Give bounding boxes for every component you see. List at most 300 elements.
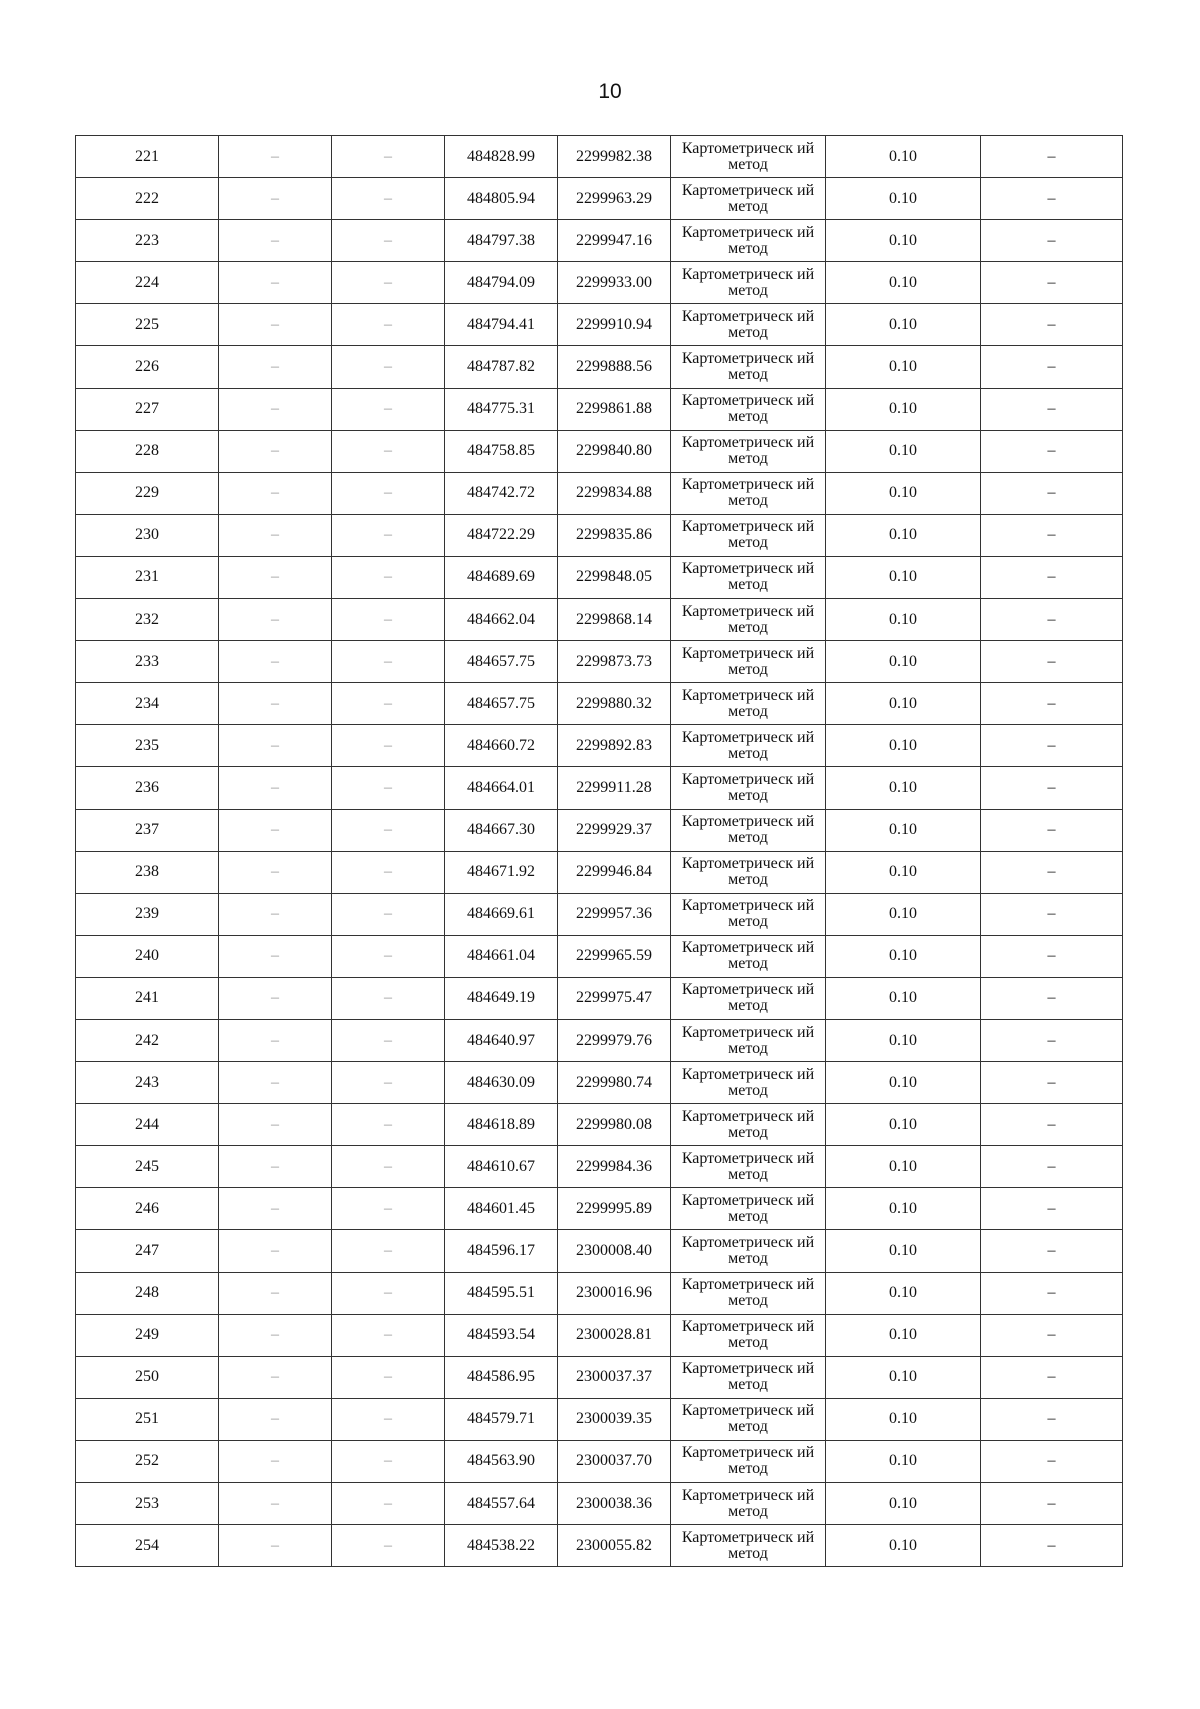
method-cell: Картометрическ ий метод	[671, 1314, 826, 1356]
empty-value-cell: –	[219, 1146, 332, 1188]
method-cell: Картометрическ ий метод	[671, 136, 826, 178]
empty-value-cell: –	[219, 1188, 332, 1230]
table-row	[76, 388, 1123, 430]
x-coordinate-cell: 484662.04	[445, 599, 558, 641]
y-coordinate-cell: 2299957.36	[558, 893, 671, 935]
empty-value-cell: –	[332, 809, 445, 851]
table-row	[76, 977, 1123, 1019]
table-row	[76, 893, 1123, 935]
accuracy-cell: 0.10	[826, 1272, 981, 1314]
y-coordinate-cell: 2299982.38	[558, 136, 671, 178]
method-cell: Картометрическ ий метод	[671, 641, 826, 683]
y-coordinate-cell: 2299861.88	[558, 388, 671, 430]
empty-value-cell: –	[981, 220, 1123, 262]
empty-value-cell: –	[219, 346, 332, 388]
accuracy-cell: 0.10	[826, 809, 981, 851]
empty-value-cell: –	[981, 346, 1123, 388]
y-coordinate-cell: 2299835.86	[558, 514, 671, 556]
empty-value-cell: –	[981, 767, 1123, 809]
y-coordinate-cell: 2299946.84	[558, 851, 671, 893]
empty-value-cell: –	[981, 136, 1123, 178]
accuracy-cell: 0.10	[826, 1062, 981, 1104]
empty-value-cell: –	[332, 1314, 445, 1356]
table-row	[76, 725, 1123, 767]
empty-value-cell: –	[981, 1230, 1123, 1272]
method-cell: Картометрическ ий метод	[671, 1398, 826, 1440]
y-coordinate-cell: 2299848.05	[558, 556, 671, 598]
x-coordinate-cell: 484794.41	[445, 304, 558, 346]
y-coordinate-cell: 2300039.35	[558, 1398, 671, 1440]
empty-value-cell: –	[332, 1356, 445, 1398]
empty-value-cell: –	[219, 977, 332, 1019]
method-cell: Картометрическ ий метод	[671, 1019, 826, 1061]
method-cell: Картометрическ ий метод	[671, 1525, 826, 1567]
y-coordinate-cell: 2300008.40	[558, 1230, 671, 1272]
empty-value-cell: –	[332, 641, 445, 683]
empty-value-cell: –	[981, 178, 1123, 220]
empty-value-cell: –	[981, 641, 1123, 683]
point-number-cell: 249	[76, 1314, 219, 1356]
point-number-cell: 253	[76, 1483, 219, 1525]
empty-value-cell: –	[219, 641, 332, 683]
x-coordinate-cell: 484664.01	[445, 767, 558, 809]
y-coordinate-cell: 2299980.08	[558, 1104, 671, 1146]
empty-value-cell: –	[981, 809, 1123, 851]
point-number-cell: 231	[76, 556, 219, 598]
x-coordinate-cell: 484649.19	[445, 977, 558, 1019]
empty-value-cell: –	[332, 1019, 445, 1061]
empty-value-cell: –	[981, 1398, 1123, 1440]
point-number-cell: 237	[76, 809, 219, 851]
y-coordinate-cell: 2300038.36	[558, 1483, 671, 1525]
empty-value-cell: –	[219, 683, 332, 725]
table-row	[76, 1062, 1123, 1104]
x-coordinate-cell: 484601.45	[445, 1188, 558, 1230]
empty-value-cell: –	[219, 430, 332, 472]
x-coordinate-cell: 484618.89	[445, 1104, 558, 1146]
accuracy-cell: 0.10	[826, 1356, 981, 1398]
empty-value-cell: –	[981, 1104, 1123, 1146]
y-coordinate-cell: 2300037.70	[558, 1440, 671, 1482]
x-coordinate-cell: 484797.38	[445, 220, 558, 262]
accuracy-cell: 0.10	[826, 767, 981, 809]
empty-value-cell: –	[332, 346, 445, 388]
point-number-cell: 229	[76, 472, 219, 514]
empty-value-cell: –	[981, 388, 1123, 430]
accuracy-cell: 0.10	[826, 1019, 981, 1061]
point-number-cell: 230	[76, 514, 219, 556]
accuracy-cell: 0.10	[826, 430, 981, 472]
accuracy-cell: 0.10	[826, 725, 981, 767]
method-cell: Картометрическ ий метод	[671, 1272, 826, 1314]
accuracy-cell: 0.10	[826, 1440, 981, 1482]
table-row	[76, 1188, 1123, 1230]
method-cell: Картометрическ ий метод	[671, 977, 826, 1019]
empty-value-cell: –	[219, 1230, 332, 1272]
point-number-cell: 250	[76, 1356, 219, 1398]
x-coordinate-cell: 484805.94	[445, 178, 558, 220]
method-cell: Картометрическ ий метод	[671, 1062, 826, 1104]
table-row	[76, 1019, 1123, 1061]
point-number-cell: 235	[76, 725, 219, 767]
empty-value-cell: –	[219, 388, 332, 430]
method-cell: Картометрическ ий метод	[671, 178, 826, 220]
empty-value-cell: –	[981, 556, 1123, 598]
empty-value-cell: –	[219, 1398, 332, 1440]
table-row	[76, 851, 1123, 893]
x-coordinate-cell: 484640.97	[445, 1019, 558, 1061]
y-coordinate-cell: 2299873.73	[558, 641, 671, 683]
y-coordinate-cell: 2299933.00	[558, 262, 671, 304]
method-cell: Картометрическ ий метод	[671, 599, 826, 641]
empty-value-cell: –	[981, 1440, 1123, 1482]
empty-value-cell: –	[981, 725, 1123, 767]
empty-value-cell: –	[219, 1525, 332, 1567]
method-cell: Картометрическ ий метод	[671, 851, 826, 893]
empty-value-cell: –	[332, 1272, 445, 1314]
point-number-cell: 254	[76, 1525, 219, 1567]
point-number-cell: 245	[76, 1146, 219, 1188]
empty-value-cell: –	[219, 1019, 332, 1061]
x-coordinate-cell: 484787.82	[445, 346, 558, 388]
y-coordinate-cell: 2299888.56	[558, 346, 671, 388]
empty-value-cell: –	[219, 472, 332, 514]
point-number-cell: 223	[76, 220, 219, 262]
accuracy-cell: 0.10	[826, 346, 981, 388]
x-coordinate-cell: 484722.29	[445, 514, 558, 556]
empty-value-cell: –	[332, 388, 445, 430]
accuracy-cell: 0.10	[826, 220, 981, 262]
empty-value-cell: –	[219, 220, 332, 262]
method-cell: Картометрическ ий метод	[671, 472, 826, 514]
method-cell: Картометрическ ий метод	[671, 262, 826, 304]
accuracy-cell: 0.10	[826, 977, 981, 1019]
method-cell: Картометрическ ий метод	[671, 430, 826, 472]
point-number-cell: 239	[76, 893, 219, 935]
y-coordinate-cell: 2299880.32	[558, 683, 671, 725]
x-coordinate-cell: 484775.31	[445, 388, 558, 430]
point-number-cell: 227	[76, 388, 219, 430]
method-cell: Картометрическ ий метод	[671, 935, 826, 977]
method-cell: Картометрическ ий метод	[671, 809, 826, 851]
point-number-cell: 221	[76, 136, 219, 178]
empty-value-cell: –	[332, 725, 445, 767]
accuracy-cell: 0.10	[826, 1483, 981, 1525]
accuracy-cell: 0.10	[826, 178, 981, 220]
method-cell: Картометрическ ий метод	[671, 388, 826, 430]
empty-value-cell: –	[332, 935, 445, 977]
x-coordinate-cell: 484563.90	[445, 1440, 558, 1482]
x-coordinate-cell: 484657.75	[445, 683, 558, 725]
empty-value-cell: –	[219, 1314, 332, 1356]
point-number-cell: 222	[76, 178, 219, 220]
method-cell: Картометрическ ий метод	[671, 1483, 826, 1525]
y-coordinate-cell: 2299984.36	[558, 1146, 671, 1188]
empty-value-cell: –	[981, 514, 1123, 556]
empty-value-cell: –	[219, 1483, 332, 1525]
table-row	[76, 641, 1123, 683]
empty-value-cell: –	[219, 599, 332, 641]
empty-value-cell: –	[219, 1440, 332, 1482]
x-coordinate-cell: 484630.09	[445, 1062, 558, 1104]
y-coordinate-cell: 2299910.94	[558, 304, 671, 346]
empty-value-cell: –	[332, 599, 445, 641]
empty-value-cell: –	[981, 472, 1123, 514]
empty-value-cell: –	[332, 262, 445, 304]
accuracy-cell: 0.10	[826, 683, 981, 725]
empty-value-cell: –	[981, 935, 1123, 977]
y-coordinate-cell: 2299868.14	[558, 599, 671, 641]
table-row	[76, 346, 1123, 388]
method-cell: Картометрическ ий метод	[671, 1188, 826, 1230]
empty-value-cell: –	[981, 599, 1123, 641]
accuracy-cell: 0.10	[826, 262, 981, 304]
page-number: 10	[598, 80, 622, 103]
table-row	[76, 1398, 1123, 1440]
empty-value-cell: –	[332, 136, 445, 178]
method-cell: Картометрическ ий метод	[671, 514, 826, 556]
x-coordinate-cell: 484689.69	[445, 556, 558, 598]
accuracy-cell: 0.10	[826, 388, 981, 430]
table-row	[76, 220, 1123, 262]
table-row	[76, 136, 1123, 178]
x-coordinate-cell: 484667.30	[445, 809, 558, 851]
accuracy-cell: 0.10	[826, 1230, 981, 1272]
empty-value-cell: –	[219, 178, 332, 220]
method-cell: Картометрическ ий метод	[671, 683, 826, 725]
accuracy-cell: 0.10	[826, 1398, 981, 1440]
x-coordinate-cell: 484586.95	[445, 1356, 558, 1398]
y-coordinate-cell: 2300055.82	[558, 1525, 671, 1567]
table-row	[76, 683, 1123, 725]
y-coordinate-cell: 2299929.37	[558, 809, 671, 851]
method-cell: Картометрическ ий метод	[671, 220, 826, 262]
point-number-cell: 225	[76, 304, 219, 346]
empty-value-cell: –	[219, 514, 332, 556]
method-cell: Картометрическ ий метод	[671, 556, 826, 598]
empty-value-cell: –	[332, 220, 445, 262]
empty-value-cell: –	[219, 1062, 332, 1104]
empty-value-cell: –	[981, 1483, 1123, 1525]
point-number-cell: 232	[76, 599, 219, 641]
empty-value-cell: –	[332, 1398, 445, 1440]
y-coordinate-cell: 2299911.28	[558, 767, 671, 809]
method-cell: Картометрическ ий метод	[671, 304, 826, 346]
table-row	[76, 556, 1123, 598]
empty-value-cell: –	[981, 893, 1123, 935]
method-cell: Картометрическ ий метод	[671, 1356, 826, 1398]
empty-value-cell: –	[219, 136, 332, 178]
point-number-cell: 240	[76, 935, 219, 977]
method-cell: Картометрическ ий метод	[671, 767, 826, 809]
y-coordinate-cell: 2299834.88	[558, 472, 671, 514]
empty-value-cell: –	[981, 1062, 1123, 1104]
x-coordinate-cell: 484669.61	[445, 893, 558, 935]
empty-value-cell: –	[981, 977, 1123, 1019]
empty-value-cell: –	[981, 851, 1123, 893]
method-cell: Картометрическ ий метод	[671, 1146, 826, 1188]
empty-value-cell: –	[332, 767, 445, 809]
empty-value-cell: –	[332, 1146, 445, 1188]
y-coordinate-cell: 2299980.74	[558, 1062, 671, 1104]
x-coordinate-cell: 484538.22	[445, 1525, 558, 1567]
x-coordinate-cell: 484742.72	[445, 472, 558, 514]
x-coordinate-cell: 484595.51	[445, 1272, 558, 1314]
x-coordinate-cell: 484596.17	[445, 1230, 558, 1272]
empty-value-cell: –	[332, 851, 445, 893]
accuracy-cell: 0.10	[826, 935, 981, 977]
accuracy-cell: 0.10	[826, 1146, 981, 1188]
point-number-cell: 248	[76, 1272, 219, 1314]
accuracy-cell: 0.10	[826, 304, 981, 346]
method-cell: Картометрическ ий метод	[671, 1230, 826, 1272]
point-number-cell: 234	[76, 683, 219, 725]
table-body	[76, 136, 1123, 1567]
empty-value-cell: –	[332, 304, 445, 346]
x-coordinate-cell: 484610.67	[445, 1146, 558, 1188]
x-coordinate-cell: 484657.75	[445, 641, 558, 683]
accuracy-cell: 0.10	[826, 1525, 981, 1567]
empty-value-cell: –	[981, 683, 1123, 725]
table-row	[76, 1483, 1123, 1525]
empty-value-cell: –	[219, 556, 332, 598]
method-cell: Картометрическ ий метод	[671, 893, 826, 935]
point-number-cell: 246	[76, 1188, 219, 1230]
point-number-cell: 238	[76, 851, 219, 893]
table-row	[76, 767, 1123, 809]
empty-value-cell: –	[332, 1483, 445, 1525]
x-coordinate-cell: 484758.85	[445, 430, 558, 472]
empty-value-cell: –	[981, 1272, 1123, 1314]
empty-value-cell: –	[332, 977, 445, 1019]
accuracy-cell: 0.10	[826, 599, 981, 641]
x-coordinate-cell: 484557.64	[445, 1483, 558, 1525]
empty-value-cell: –	[332, 1230, 445, 1272]
table-row	[76, 178, 1123, 220]
x-coordinate-cell: 484661.04	[445, 935, 558, 977]
empty-value-cell: –	[219, 767, 332, 809]
table-row	[76, 1356, 1123, 1398]
table-row	[76, 1104, 1123, 1146]
table-row	[76, 1230, 1123, 1272]
empty-value-cell: –	[219, 851, 332, 893]
method-cell: Картометрическ ий метод	[671, 1104, 826, 1146]
empty-value-cell: –	[332, 1440, 445, 1482]
x-coordinate-cell: 484579.71	[445, 1398, 558, 1440]
accuracy-cell: 0.10	[826, 1104, 981, 1146]
accuracy-cell: 0.10	[826, 851, 981, 893]
empty-value-cell: –	[332, 472, 445, 514]
empty-value-cell: –	[219, 1356, 332, 1398]
empty-value-cell: –	[219, 1104, 332, 1146]
point-number-cell: 247	[76, 1230, 219, 1272]
y-coordinate-cell: 2299979.76	[558, 1019, 671, 1061]
y-coordinate-cell: 2299963.29	[558, 178, 671, 220]
method-cell: Картометрическ ий метод	[671, 1440, 826, 1482]
empty-value-cell: –	[332, 893, 445, 935]
empty-value-cell: –	[981, 1314, 1123, 1356]
x-coordinate-cell: 484593.54	[445, 1314, 558, 1356]
empty-value-cell: –	[219, 893, 332, 935]
empty-value-cell: –	[981, 1019, 1123, 1061]
accuracy-cell: 0.10	[826, 136, 981, 178]
empty-value-cell: –	[332, 178, 445, 220]
x-coordinate-cell: 484828.99	[445, 136, 558, 178]
point-number-cell: 226	[76, 346, 219, 388]
y-coordinate-cell: 2299975.47	[558, 977, 671, 1019]
table-row	[76, 1440, 1123, 1482]
empty-value-cell: –	[219, 725, 332, 767]
point-number-cell: 252	[76, 1440, 219, 1482]
table-row	[76, 304, 1123, 346]
y-coordinate-cell: 2299892.83	[558, 725, 671, 767]
y-coordinate-cell: 2299947.16	[558, 220, 671, 262]
x-coordinate-cell: 484671.92	[445, 851, 558, 893]
accuracy-cell: 0.10	[826, 1314, 981, 1356]
empty-value-cell: –	[219, 304, 332, 346]
empty-value-cell: –	[219, 935, 332, 977]
accuracy-cell: 0.10	[826, 556, 981, 598]
table-row	[76, 1146, 1123, 1188]
y-coordinate-cell: 2300037.37	[558, 1356, 671, 1398]
empty-value-cell: –	[332, 1188, 445, 1230]
table-row	[76, 262, 1123, 304]
empty-value-cell: –	[981, 1356, 1123, 1398]
table-row	[76, 1525, 1123, 1567]
table-row	[76, 935, 1123, 977]
empty-value-cell: –	[981, 1146, 1123, 1188]
empty-value-cell: –	[219, 809, 332, 851]
empty-value-cell: –	[332, 1062, 445, 1104]
y-coordinate-cell: 2299965.59	[558, 935, 671, 977]
point-number-cell: 242	[76, 1019, 219, 1061]
empty-value-cell: –	[332, 1104, 445, 1146]
table-row	[76, 514, 1123, 556]
x-coordinate-cell: 484660.72	[445, 725, 558, 767]
coordinates-table	[75, 135, 1123, 1567]
point-number-cell: 224	[76, 262, 219, 304]
empty-value-cell: –	[332, 430, 445, 472]
accuracy-cell: 0.10	[826, 641, 981, 683]
method-cell: Картометрическ ий метод	[671, 346, 826, 388]
point-number-cell: 241	[76, 977, 219, 1019]
empty-value-cell: –	[219, 1272, 332, 1314]
point-number-cell: 243	[76, 1062, 219, 1104]
table-row	[76, 1272, 1123, 1314]
y-coordinate-cell: 2299995.89	[558, 1188, 671, 1230]
y-coordinate-cell: 2300016.96	[558, 1272, 671, 1314]
method-cell: Картометрическ ий метод	[671, 725, 826, 767]
accuracy-cell: 0.10	[826, 472, 981, 514]
empty-value-cell: –	[332, 683, 445, 725]
empty-value-cell: –	[981, 304, 1123, 346]
empty-value-cell: –	[981, 1188, 1123, 1230]
accuracy-cell: 0.10	[826, 1188, 981, 1230]
empty-value-cell: –	[219, 262, 332, 304]
point-number-cell: 251	[76, 1398, 219, 1440]
x-coordinate-cell: 484794.09	[445, 262, 558, 304]
accuracy-cell: 0.10	[826, 514, 981, 556]
point-number-cell: 228	[76, 430, 219, 472]
table-row	[76, 1314, 1123, 1356]
table-row	[76, 472, 1123, 514]
point-number-cell: 233	[76, 641, 219, 683]
point-number-cell: 244	[76, 1104, 219, 1146]
empty-value-cell: –	[332, 1525, 445, 1567]
empty-value-cell: –	[332, 556, 445, 598]
empty-value-cell: –	[981, 262, 1123, 304]
table-row	[76, 809, 1123, 851]
